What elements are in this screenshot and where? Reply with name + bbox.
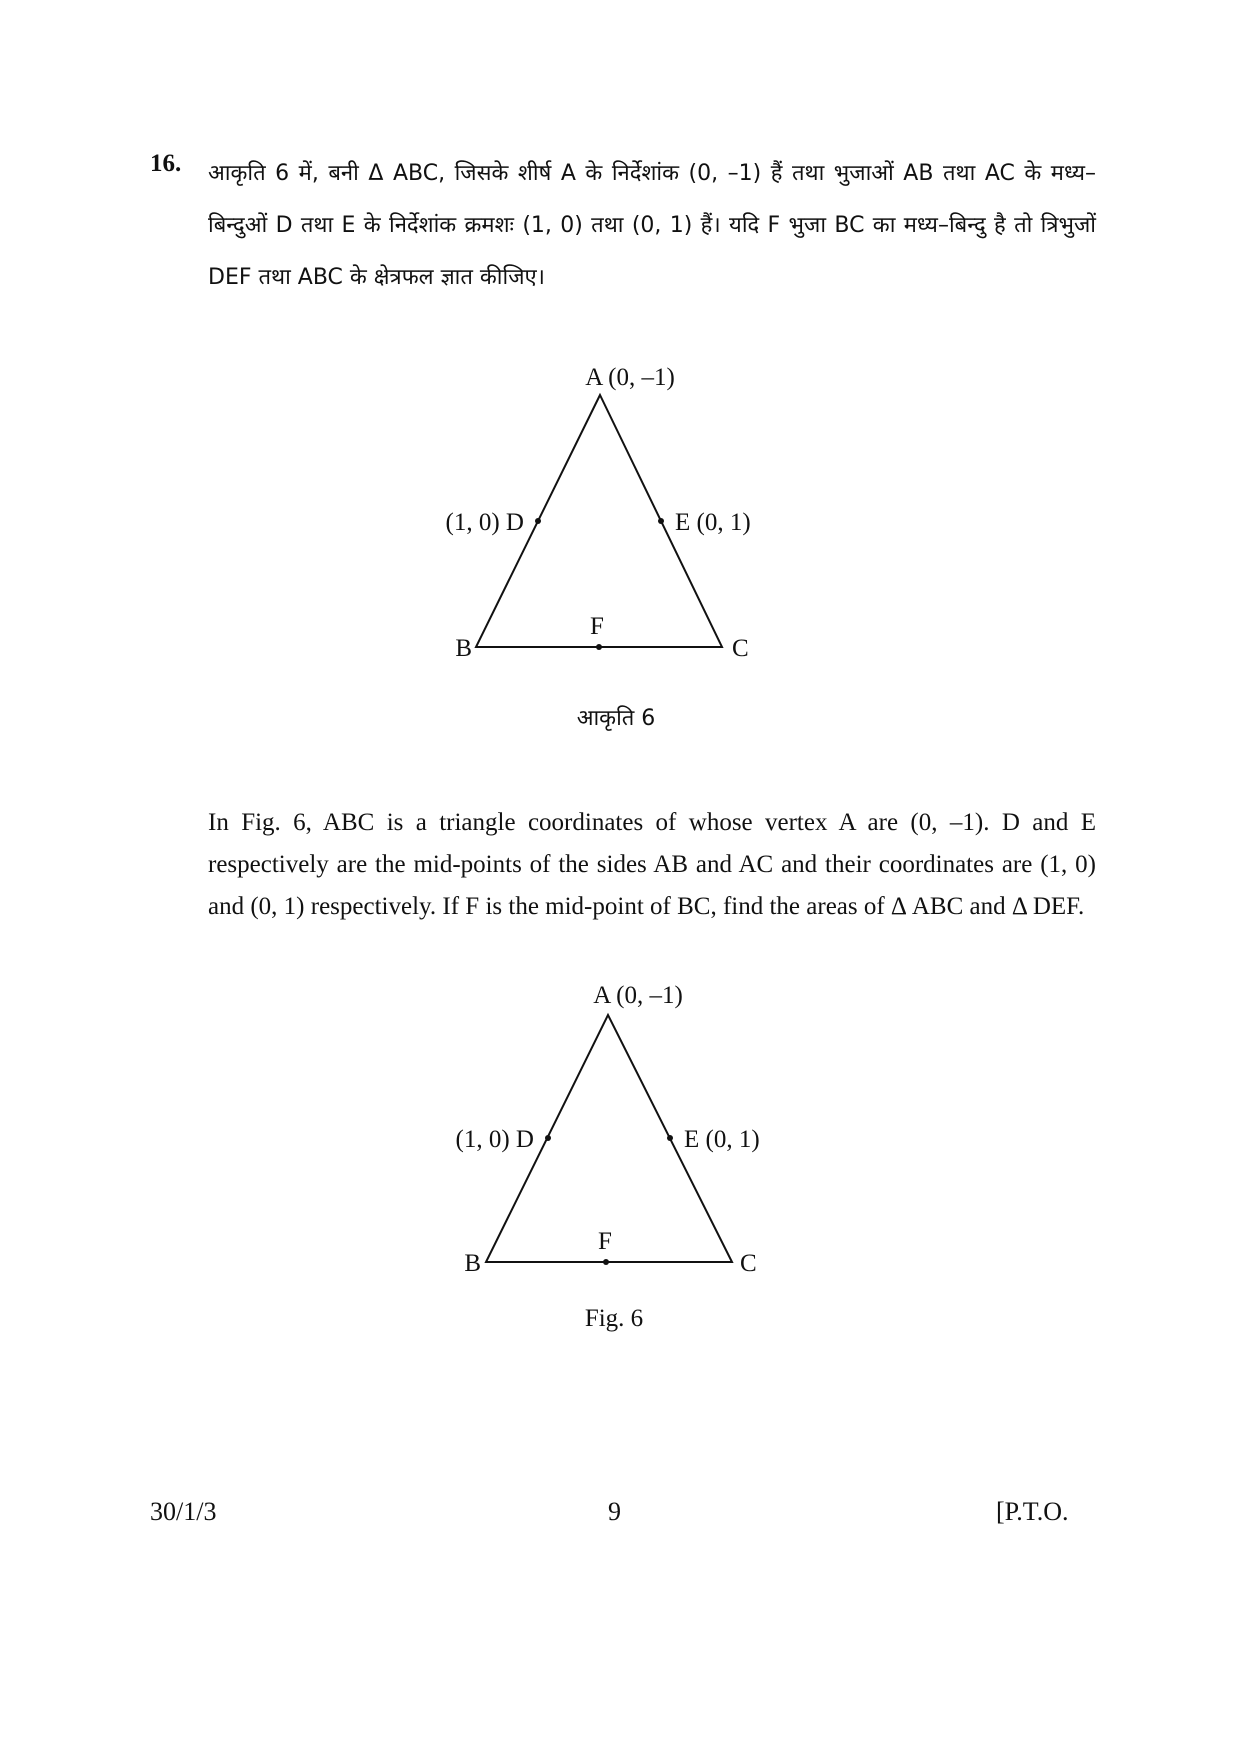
point-f [603, 1259, 609, 1265]
triangle-figure-english [0, 970, 1240, 1350]
point-f [596, 644, 602, 650]
label-b: B [455, 635, 472, 662]
label-b: B [464, 1250, 481, 1277]
label-f: F [590, 613, 604, 640]
label-f: F [598, 1228, 612, 1255]
point-e [658, 518, 664, 524]
point-d [545, 1135, 551, 1141]
question-text-hindi: आकृति 6 में, बनी Δ ABC, जिसके शीर्ष A के निर्देशांक (0, –1) हैं तथा भुजाओं AB तथा AC के मध्य–बिन्दुओं D तथा E के निर्देशांक क्रमशः (1, 0) तथा (0, 1) हैं। यदि F भुजा BC का मध्य–बिन्दु है तो त्रिभुजों DEF तथा ABC के क्षेत्रफल ज्ञात कीजिए। [208, 161, 1096, 290]
question-number: 16. [150, 150, 182, 177]
label-a: A (0, –1) [585, 364, 675, 391]
figure-caption-hindi: आकृति 6 [576, 706, 656, 731]
paper-code: 30/1/3 [150, 1497, 217, 1526]
label-d: (1, 0) D [445, 509, 524, 536]
label-c: C [740, 1250, 757, 1277]
triangle-figure-hindi [0, 350, 1240, 750]
label-c: C [732, 635, 749, 662]
figure-caption-english: Fig. 6 [584, 1305, 644, 1332]
label-a: A (0, –1) [593, 982, 683, 1009]
please-turn-over: [P.T.O. [996, 1497, 1069, 1526]
point-e [667, 1135, 673, 1141]
label-d: (1, 0) D [455, 1126, 534, 1153]
page-number: 9 [608, 1497, 621, 1526]
label-e: E (0, 1) [675, 509, 751, 536]
question-text-english: In Fig. 6, ABC is a triangle coordinates of whose vertex A are (0, –1). D and E respectively are the mid-points of the sides AB and AC and their coordinates are (1, 0) and (0, 1) respectively. If F is the mid-point of BC, find the areas of Δ ABC and Δ DEF. [208, 809, 1096, 920]
point-d [535, 518, 541, 524]
label-e: E (0, 1) [684, 1126, 760, 1153]
